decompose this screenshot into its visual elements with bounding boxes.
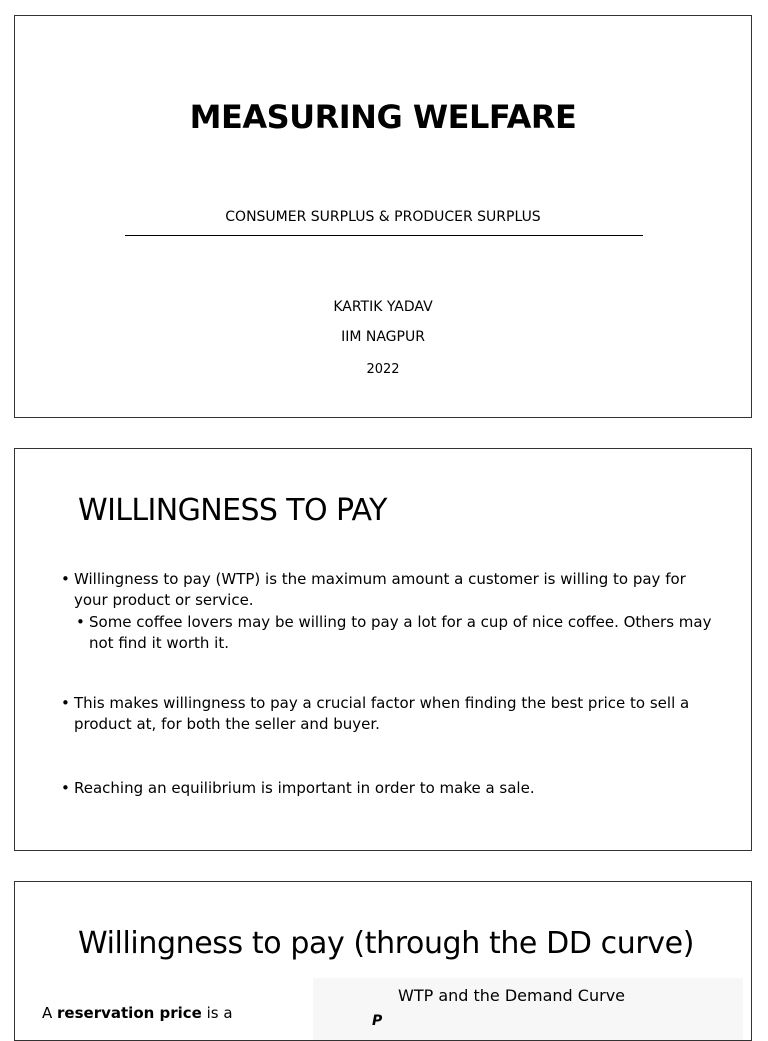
body-text: A reservation price is a bbox=[42, 1004, 233, 1022]
title-slide bbox=[14, 15, 752, 418]
author-name: KARTIK YADAV bbox=[333, 299, 433, 315]
axis-label-p: P bbox=[372, 1013, 383, 1029]
institution-name: IIM NAGPUR bbox=[341, 329, 425, 345]
bullet-item: • This makes willingness to pay a crucial factor when finding the best price to sell a product at, for both the seller and buyer. bbox=[61, 693, 721, 735]
bullet-item: • Reaching an equilibrium is important in order to make a sale. bbox=[61, 778, 721, 799]
year: 2022 bbox=[366, 362, 400, 377]
bullet-item: • Willingness to pay (WTP) is the maximum amount a customer is willing to pay for your product or service. bbox=[61, 569, 721, 611]
dd-curve-slide bbox=[14, 881, 752, 1041]
bold-term: reservation price bbox=[57, 1004, 202, 1022]
wtp-slide bbox=[14, 448, 752, 851]
chart-title: WTP and the Demand Curve bbox=[398, 986, 625, 1005]
slide-title: WILLINGNESS TO PAY bbox=[78, 493, 387, 528]
divider bbox=[125, 235, 643, 236]
slide-subtitle: CONSUMER SURPLUS & PRODUCER SURPLUS bbox=[225, 209, 541, 225]
slide-title: Willingness to pay (through the DD curve) bbox=[78, 926, 695, 961]
sub-bullet-item: • Some coffee lovers may be willing to pay a lot for a cup of nice coffee. Others may not find it worth it. bbox=[76, 612, 721, 654]
slide-title: MEASURING WELFARE bbox=[189, 98, 577, 136]
bullet-list bbox=[61, 569, 721, 799]
